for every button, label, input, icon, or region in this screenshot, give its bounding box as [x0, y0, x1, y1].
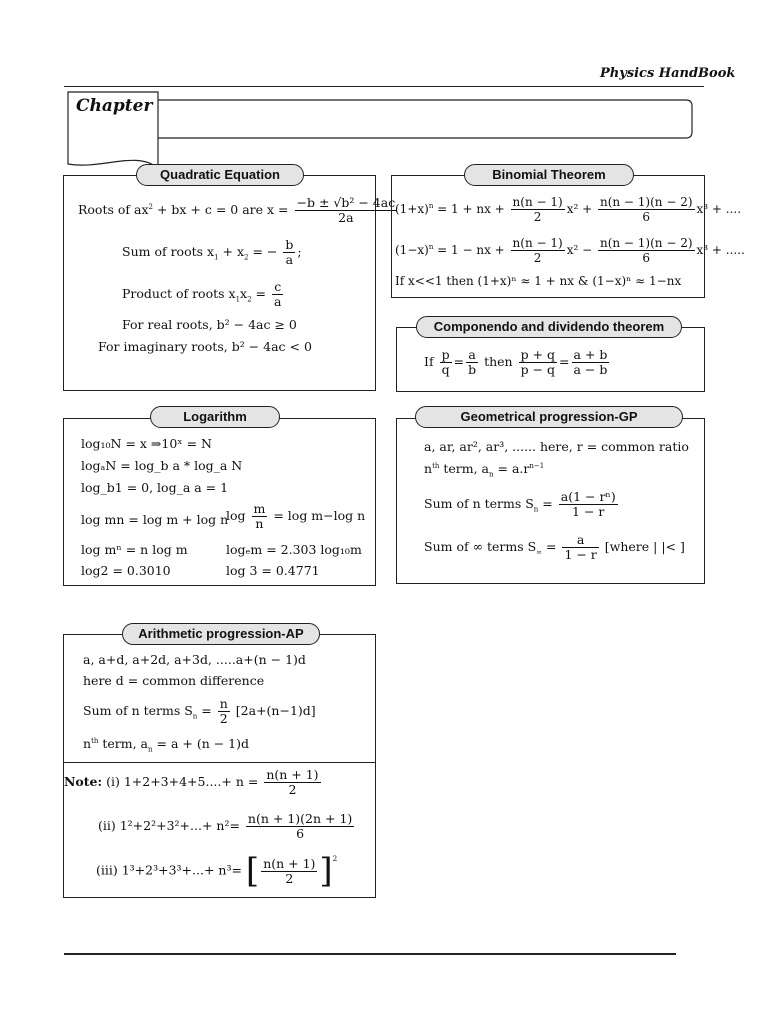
quadratic-imaginary-roots: For imaginary roots, b² − 4ac < 0: [98, 339, 312, 354]
componendo-statement: If $\frac{p}{q}$ = $\frac{a}{b}$ then $\frac{p + q}{p - q}$ = $\frac{a + b}{a - b}$: [424, 347, 608, 377]
quadratic-product: Product of roots $x_1x_2$ = $\frac{c}{a}$: [122, 279, 282, 309]
quadratic-title: Quadratic Equation: [136, 164, 304, 186]
handbook-title: Physics HandBook: [600, 66, 736, 81]
componendo-title: Componendo and dividendo theorem: [416, 316, 682, 338]
ap-note-divider: [63, 762, 375, 763]
ap-title: Arithmetic progression-AP: [122, 623, 320, 645]
binomial-line-2: $(1-x)^n = 1$ − nx + $\frac{n(n - 1)}{2}$ x² − $\frac{n(n - 1)(n - 2)}{6}$ x³ + .....: [395, 236, 745, 265]
log-line-3: log_b1 = 0, log_a a = 1: [81, 480, 229, 495]
quadratic-roots: Roots of $ax^2$ + bx + c = 0 are x = $\frac{\text{−b ± √b² − 4ac}}{2a}$: [78, 195, 396, 225]
quadratic-sum: Sum of roots $x_1 + x_2$ = − $\frac{b}{a}$ ;: [122, 237, 302, 267]
ap-line-1: a, a+d, a+2d, a+3d, .....a+(n − 1)d: [83, 652, 306, 667]
quadratic-real-roots: For real roots, b² − 4ac ≥ 0: [122, 317, 297, 332]
ap-note-2: (ii) 1²+2²+3²+...+ n²= $\frac{n(n + 1)(2n + 1)}{6}$: [98, 811, 353, 841]
gp-line-3: Sum of n terms $S_n$ = $\frac{\text{a(1 − rⁿ)}}{1 - r}$: [424, 489, 616, 519]
note-label: Note:: [64, 774, 103, 789]
chapter-label: Chapter: [76, 96, 153, 116]
binomial-approx: If x<<1 then (1+x)ⁿ ≈ 1 + nx & (1−x)ⁿ ≈ 1−nx: [395, 274, 682, 288]
ap-line-4: $n^{th}$ term, $a_n = a + (n - 1)d$: [83, 736, 250, 754]
header-rule: [64, 86, 704, 87]
log-line-5a: log mⁿ = n log m: [81, 542, 188, 557]
ap-note-1: Note: (i) 1+2+3+4+5....+ n = $\frac{n(n + 1)}{2}$: [64, 767, 319, 797]
log-line-5b: logₑm = 2.303 log₁₀m: [226, 542, 362, 557]
binomial-line-1: $(1+x)^n = 1$ + nx + $\frac{n(n - 1)}{2}$ x² + $\frac{n(n - 1)(n - 2)}{6}$ x³ + ....: [395, 195, 742, 224]
log-line-6b: log 3 = 0.4771: [226, 563, 320, 578]
gp-line-4: Sum of ∞ terms $S_\infty$ = $\frac{a}{1 - r}$ [where | |< ]: [424, 532, 685, 562]
ap-line-3: Sum of n terms $S_n$ = $\frac{n}{2}$ [2a+(n−1)d]: [83, 696, 316, 726]
footer-rule: [64, 953, 676, 955]
binomial-title: Binomial Theorem: [464, 164, 634, 186]
ap-line-2: here d = common difference: [83, 673, 265, 688]
log-line-4a: log mn = log m + log n: [81, 512, 229, 527]
gp-line-1: a, ar, ar², ar³, ...... here, r = common ratio: [424, 439, 689, 454]
log-line-4b: log $\frac{m}{n}$ = log m−log n: [226, 501, 366, 531]
log-line-1: log₁₀N = x ⇒10ˣ = N: [81, 436, 212, 451]
ap-note-3: (iii) 1³+2³+3³+...+ n³= [ $\frac{n(n + 1)}{2}$ ]$^2$: [96, 851, 338, 891]
gp-title: Geometrical progression-GP: [415, 406, 683, 428]
chapter-banner: [66, 90, 696, 174]
log-line-2: logₐN = log_b a * log_a N: [81, 458, 243, 473]
logarithm-title: Logarithm: [150, 406, 280, 428]
gp-line-2: $n^{th}$ term, $a_n = a.r^{n-1}$: [424, 461, 545, 479]
roots-fraction: $\frac{\text{−b ± √b² − 4ac}}{2a}$: [296, 195, 396, 225]
log-line-6a: log2 = 0.3010: [81, 563, 171, 578]
